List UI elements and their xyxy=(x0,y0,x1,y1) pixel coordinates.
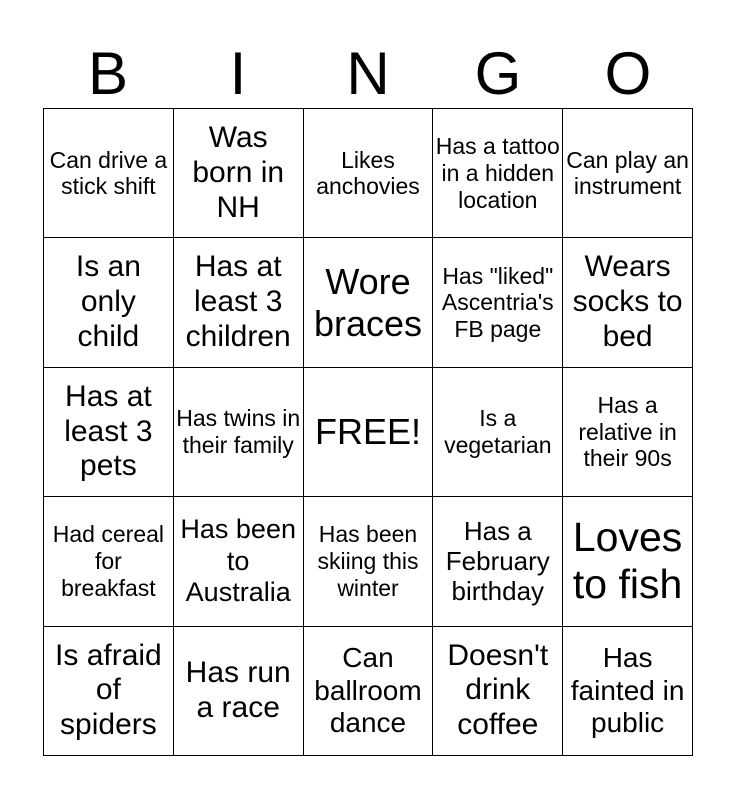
cell-text: Has "liked" Ascentria's FB page xyxy=(441,262,554,342)
cell-text: Has a tattoo in a hidden location xyxy=(435,133,560,213)
bingo-cell-r3-c4[interactable] xyxy=(563,497,693,626)
cell-text: Can drive a stick shift xyxy=(49,146,168,200)
cell-text: Can play an instrument xyxy=(566,146,689,200)
header-letter-b: B xyxy=(87,40,129,107)
bingo-cell-r4-c3[interactable] xyxy=(433,627,563,756)
bingo-cell-r4-c2[interactable] xyxy=(304,627,434,756)
bingo-cell-r0-c2[interactable] xyxy=(304,109,434,238)
bingo-cell-r3-c0[interactable] xyxy=(44,497,174,626)
cell-text: Was born in NH xyxy=(192,121,285,224)
cell-text: Has twins in their family xyxy=(176,405,301,458)
bingo-cell-r4-c1[interactable] xyxy=(174,627,304,756)
cell-text: Has at least 3 children xyxy=(185,250,291,353)
cell-text: Had cereal for breakfast xyxy=(52,521,165,601)
bingo-header xyxy=(43,40,693,108)
cell-text: Has a relative in their 90s xyxy=(578,391,677,472)
bingo-cell-r4-c4[interactable] xyxy=(563,627,693,756)
bingo-cell-r2-c0[interactable] xyxy=(44,368,174,497)
header-letter-o: O xyxy=(604,40,652,107)
header-letter-n: N xyxy=(346,40,390,107)
bingo-cell-r1-c3[interactable] xyxy=(433,238,563,367)
cell-text: Is afraid of spiders xyxy=(55,638,162,742)
cell-text: Has been skiing this winter xyxy=(317,521,419,601)
free-space-label: FREE! xyxy=(314,411,421,453)
cell-text: Has fainted in public xyxy=(570,642,685,739)
bingo-cell-r3-c3[interactable] xyxy=(433,497,563,626)
bingo-cell-r0-c4[interactable] xyxy=(563,109,693,238)
bingo-cell-r0-c0[interactable] xyxy=(44,109,174,238)
cell-text: Loves to fish xyxy=(572,513,683,608)
cell-text: Wore braces xyxy=(313,260,423,344)
cell-text: Doesn't drink coffee xyxy=(447,638,549,742)
cell-text: Is an only child xyxy=(75,250,141,353)
cell-text: Has been to Australia xyxy=(180,514,296,608)
cell-text: Has at least 3 pets xyxy=(64,379,153,483)
bingo-cell-r0-c1[interactable] xyxy=(174,109,304,238)
cell-text: Can ballroom dance xyxy=(314,642,422,739)
bingo-cell-r1-c1[interactable] xyxy=(174,238,304,367)
bingo-cell-r4-c0[interactable] xyxy=(44,627,174,756)
bingo-cell-r1-c0[interactable] xyxy=(44,238,174,367)
cell-text: Likes anchovies xyxy=(316,146,420,200)
cell-text: Has run a race xyxy=(185,655,291,724)
cell-text: Has a February birthday xyxy=(445,516,550,607)
bingo-cell-r3-c1[interactable] xyxy=(174,497,304,626)
bingo-cell-r3-c2[interactable] xyxy=(304,497,434,626)
cell-text: Is a vegetarian xyxy=(444,405,552,458)
bingo-cell-r1-c4[interactable] xyxy=(563,238,693,367)
bingo-cell-r1-c2[interactable] xyxy=(304,238,434,367)
header-letter-i: I xyxy=(229,40,247,107)
bingo-cell-r2-c1[interactable] xyxy=(174,368,304,497)
bingo-cell-r2-c4[interactable] xyxy=(563,368,693,497)
cell-text: Wears socks to bed xyxy=(572,250,683,353)
header-letter-g: G xyxy=(474,40,522,107)
bingo-cell-r2-c3[interactable] xyxy=(433,368,563,497)
bingo-cell-free[interactable] xyxy=(304,368,434,497)
bingo-cell-r0-c3[interactable] xyxy=(433,109,563,238)
bingo-grid xyxy=(43,108,693,756)
